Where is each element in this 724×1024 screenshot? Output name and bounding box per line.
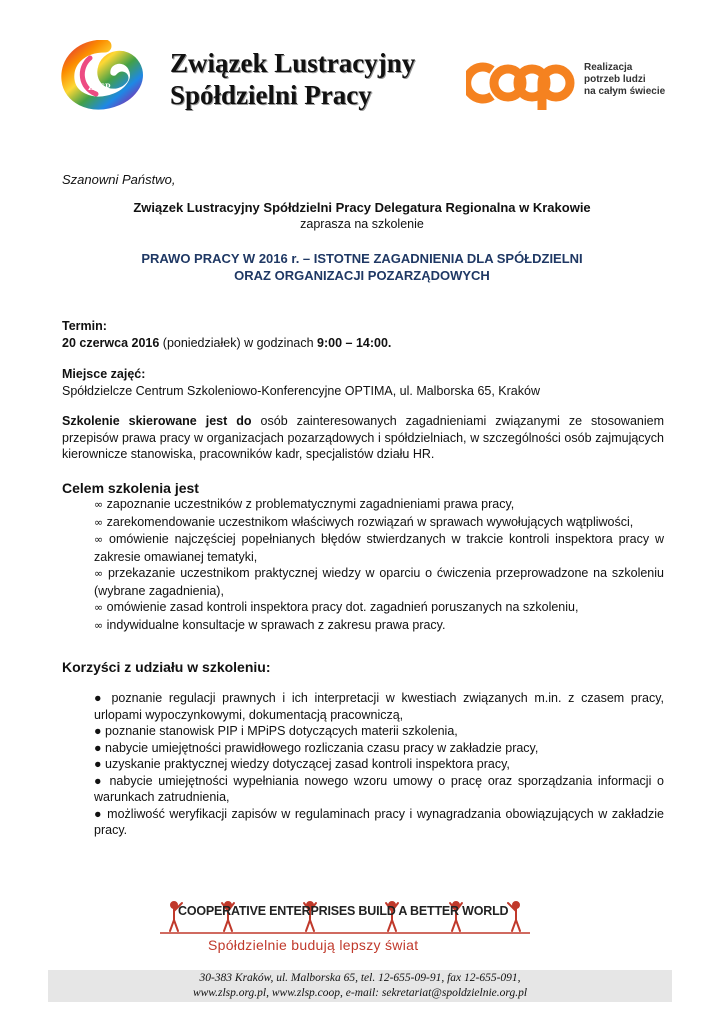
bullet-icon: ● [94, 724, 102, 738]
goals-heading: Celem szkolenia jest [62, 480, 199, 496]
list-item [94, 756, 664, 773]
invite-line: zaprasza na szkolenie [300, 217, 424, 231]
organization-name [170, 47, 415, 111]
bullet-icon: ● [94, 806, 103, 821]
benefits-list [94, 690, 664, 839]
bullet-icon: ● [94, 773, 104, 788]
coop-tagline-line: Realizacja [584, 62, 633, 73]
date-value: 20 czerwca 2016 [62, 335, 160, 350]
list-item [94, 690, 664, 723]
infinity-bullet-icon: ∞ [94, 601, 104, 614]
training-title [62, 250, 662, 284]
date-hours: 9:00 – 14:00. [317, 335, 392, 350]
training-title-line1: PRAWO PRACY W 2016 r. – ISTOTNE ZAGADNIENIA DLA SPÓŁDZIELNI [141, 251, 583, 266]
list-item [94, 496, 664, 514]
coop-tagline-line: potrzeb ludzi [584, 74, 646, 85]
benefit-text: nabycie umiejętności wypełniania nowego wzoru umowy o pracę oraz sporządzania informacji o warunkach zatrudnienia, [94, 773, 664, 804]
bullet-icon: ● [94, 757, 102, 771]
training-title-line2: ORAZ ORGANIZACJI POZARZĄDOWYCH [234, 268, 490, 283]
audience-text: osób zainteresowanych zagadnieniami związanymi ze stosowaniem przepisów prawa pracy w organizacjach pozarządowych i spółdzielniach, w szczególności osób zajmujących kierownicze stanowiska, pracowników kadr, specjalistów działu HR. [62, 414, 665, 461]
bullet-icon: ● [94, 740, 102, 755]
intro [62, 200, 662, 232]
list-item [94, 806, 664, 839]
venue-address: Spółdzielcze Centrum Szkoleniowo-Konferencyjne OPTIMA, ul. Malborska 65, Kraków [62, 383, 540, 398]
letterhead [0, 0, 724, 140]
list-item [94, 531, 664, 565]
infinity-bullet-icon: ∞ [94, 533, 104, 546]
list-item [94, 617, 664, 635]
date-line [62, 335, 664, 352]
benefit-text: możliwość weryfikacji zapisów w regulaminach pracy i wynagradzania obowiązujących w zakładzie pracy. [94, 806, 664, 837]
coop-tagline-line: na całym świecie [584, 86, 666, 97]
zlsp-rainbow-logo [60, 40, 150, 110]
infinity-bullet-icon: ∞ [94, 498, 104, 511]
coop-logo [466, 56, 576, 110]
salutation: Szanowni Państwo, [62, 172, 176, 187]
bullet-icon: ● [94, 691, 105, 705]
goal-text: indywidualne konsultacje w sprawach z zakresu prawa pracy. [106, 617, 446, 632]
benefit-text: uzyskanie praktycznej wiedzy dotyczącej zasad kontroli inspektora pracy, [105, 757, 510, 771]
benefits-heading: Korzyści z udziału w szkoleniu: [62, 659, 271, 675]
goal-text: zapoznanie uczestników z problematycznymi zagadnieniami prawa pracy, [106, 497, 515, 511]
coop-tagline [584, 62, 665, 98]
benefit-text: nabycie umiejętności prawidłowego rozliczania czasu pracy w zakładzie pracy, [105, 740, 539, 755]
goals-list [94, 496, 664, 634]
venue-section [62, 366, 664, 399]
list-item [94, 723, 664, 740]
date-section [62, 318, 664, 351]
list-item [94, 599, 664, 617]
audience-paragraph [62, 413, 664, 463]
benefit-text: poznanie regulacji prawnych i ich interpretacji w kwestiach związanych m.in. z czasem pracy, urlopami wypoczynkowymi, dokumentacją pracowniczą, [94, 691, 664, 722]
date-day: (poniedziałek) w godzinach [159, 335, 318, 350]
list-item [94, 773, 664, 806]
goal-text: przekazanie uczestnikom praktycznej wiedzy w oparciu o ćwiczenia przeprowadzone na szkoleniu (wybrane zagadnienia), [94, 566, 664, 598]
infinity-bullet-icon: ∞ [94, 618, 104, 632]
benefit-text: poznanie stanowisk PIP i MPiPS dotyczących materii szkolenia, [105, 724, 458, 738]
goal-text: zarekomendowanie uczestnikom właściwych rozwiązań w sprawach wywołujących wątpliwości, [106, 514, 634, 529]
infinity-bullet-icon: ∞ [94, 515, 104, 529]
date-label: Termin: [62, 319, 107, 333]
venue-label: Miejsce zajęć: [62, 367, 146, 381]
org-name-line2: Spółdzielni Pracy [170, 80, 372, 110]
infinity-bullet-icon: ∞ [94, 567, 104, 580]
banner-title: COOPERATIVE ENTERPRISES BUILD A BETTER WORLD [178, 904, 509, 918]
footer-contact [48, 970, 672, 1002]
list-item [94, 514, 664, 532]
cooperative-banner [160, 895, 530, 957]
org-name-line1: Związek Lustracyjny [170, 48, 416, 78]
goal-text: omówienie zasad kontroli inspektora pracy dot. zagadnień poruszanych na szkoleniu, [106, 600, 579, 614]
footer-address: 30-383 Kraków, ul. Malborska 65, tel. 12-655-09-91, fax 12-655-091, [199, 972, 521, 984]
list-item [94, 740, 664, 757]
list-item [94, 565, 664, 599]
banner-subtitle: Spółdzielnie budują lepszy świat [208, 937, 419, 953]
organizer-line: Związek Lustracyjny Spółdzielni Pracy Delegatura Regionalna w Krakowie [133, 200, 591, 215]
goal-text: omówienie najczęściej popełnianych błędów stwierdzanych w trakcie kontroli inspektora pracy w zakresie omawianej tematyki, [94, 532, 664, 564]
audience-lead: Szkolenie skierowane jest do [62, 414, 252, 428]
zlsp-logo-text: ZLSP [88, 82, 111, 92]
footer-web-email: www.zlsp.org.pl, www.zlsp.coop, e-mail: sekretariat@spoldzielnie.org.pl [192, 987, 528, 999]
